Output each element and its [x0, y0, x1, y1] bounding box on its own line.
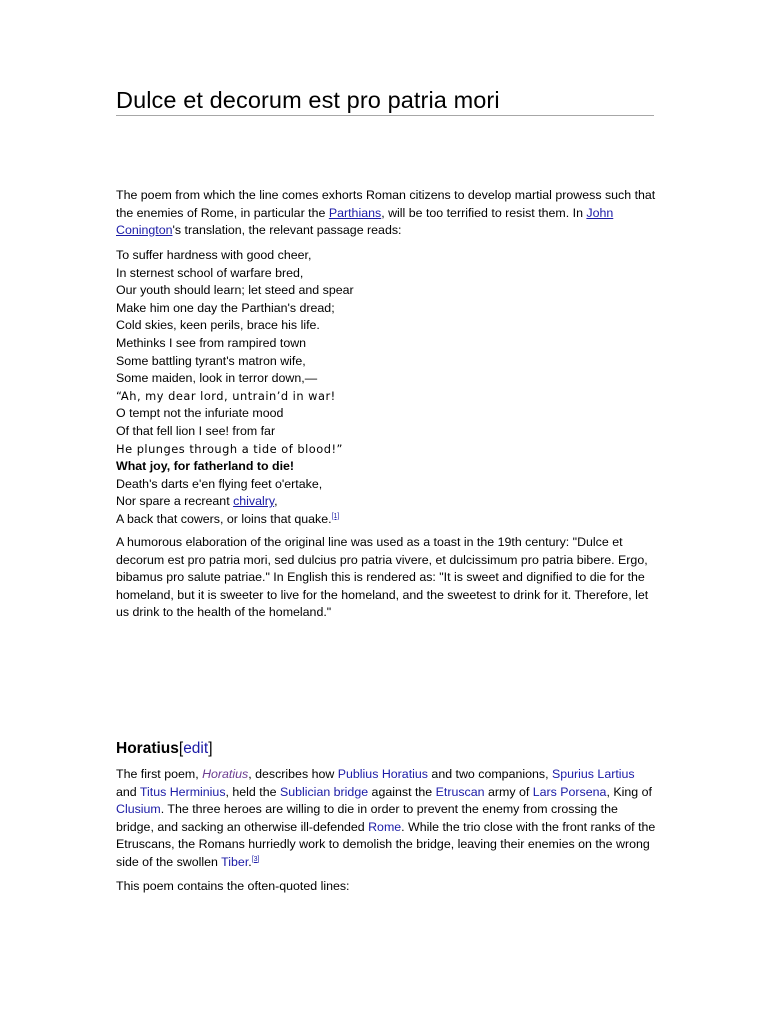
intro-paragraph [116, 187, 656, 240]
link-rome[interactable]: Rome [368, 819, 402, 834]
verse-line [116, 493, 656, 511]
edit-bracket: [ [178, 740, 184, 757]
toast-paragraph: A humorous elaboration of the original line was used as a toast in the 19th century: "Dulce et decorum est pro patria mori, sed dulcius pro patria vivere, et dulcissimum pro patria bibere. Ergo, bibamus pro salute patriae." In English this is rendered as: "It is sweet and dignified to die for the homeland, but it is sweeter to live for the homeland, and the sweetest to drink for it. Therefore, let us drink to the health of the homeland." [116, 535, 649, 619]
link-parthians[interactable]: Parthians [328, 205, 382, 220]
text: against the [368, 784, 436, 799]
link-clusium[interactable]: Clusium [116, 802, 161, 816]
link-chivalry[interactable]: chivalry [233, 494, 275, 509]
link-spurius-lartius[interactable]: Spurius Lartius [551, 767, 635, 781]
text: . The three heroes are willing to die in order to prevent the enemy from crossing the bridge, and sacking an otherwise ill-defended [116, 802, 618, 834]
text: army of [484, 784, 533, 799]
verse-line: Death's darts e'en flying feet o'ertake, [116, 476, 323, 491]
verse-line: Some maiden, look in terror down,— [116, 371, 318, 386]
reference-1[interactable]: [1] [331, 512, 340, 520]
link-john-conington[interactable]: John Conington [116, 205, 614, 237]
verse-line: In sternest school of warfare bred, [116, 265, 304, 280]
verse-line: Some battling tyrant's matron wife, [116, 353, 306, 368]
intro-text-2: , will be too terrified to resist them. In [381, 205, 587, 220]
verse-text: A back that cowers, or loins that quake. [116, 511, 332, 526]
text: , King of [606, 784, 652, 799]
text: , describes how [248, 767, 338, 781]
horatius-paragraph [116, 766, 656, 871]
link-horatius[interactable]: Horatius [202, 767, 249, 781]
link-tiber[interactable]: Tiber [221, 854, 249, 869]
text: and [116, 784, 140, 799]
intro-text-1: The poem from which the line comes exhorts Roman citizens to develop martial prowess such that the enemies of Rome, in particular the [116, 188, 656, 220]
link-lars-porsena[interactable]: Lars Porsena [532, 784, 607, 799]
verse-line: Make him one day the Parthian's dread; [116, 300, 335, 315]
link-etruscan[interactable]: Etruscan [435, 784, 485, 799]
link-publius-horatius[interactable]: Publius Horatius [337, 767, 428, 781]
verse-text: , [274, 494, 278, 509]
quoted-lines-intro: This poem contains the often-quoted lines: [116, 879, 350, 893]
page-title: Dulce et decorum est pro patria mori [116, 87, 654, 116]
verse-line: Methinks I see from rampired town [116, 335, 307, 350]
text: . [248, 854, 252, 869]
poem-verse [116, 247, 656, 529]
intro-text-3: 's translation, the relevant passage reads: [172, 223, 402, 237]
verse-text: Nor spare a recreant [116, 494, 234, 509]
reference-3[interactable]: [3] [251, 855, 260, 863]
text: . While the trio close with the front ranks of the Etruscans, the Romans hurriedly work to demolish the bridge, leaving their enemies on the wrong side of the swollen [116, 819, 656, 869]
link-sublician-bridge[interactable]: Sublician bridge [279, 784, 369, 799]
verse-line: O tempt not the infuriate mood [116, 406, 284, 421]
verse-line: Cold skies, keen perils, brace his life. [116, 318, 320, 333]
verse-line [116, 511, 656, 529]
section-heading-text: Horatius [116, 740, 179, 757]
verse-line-bold: What joy, for fatherland to die! [116, 459, 295, 474]
verse-line: To suffer hardness with good cheer, [116, 248, 312, 262]
link-titus-herminius[interactable]: Titus Herminius [139, 784, 226, 799]
section-heading-horatius [116, 739, 213, 759]
verse-line: He plunges through a tide of blood!” [116, 441, 343, 456]
verse-line: Our youth should learn; let steed and spear [116, 283, 354, 298]
verse-line: Of that fell lion I see! from far [116, 423, 276, 438]
edit-section-link[interactable]: edit [183, 740, 209, 757]
text: The first poem, [116, 767, 203, 781]
verse-line: “Ah, my dear lord, untrain’d in war! [116, 388, 336, 403]
text: , held the [225, 784, 280, 799]
edit-bracket: ] [208, 740, 213, 757]
text: and two companions, [427, 767, 552, 781]
